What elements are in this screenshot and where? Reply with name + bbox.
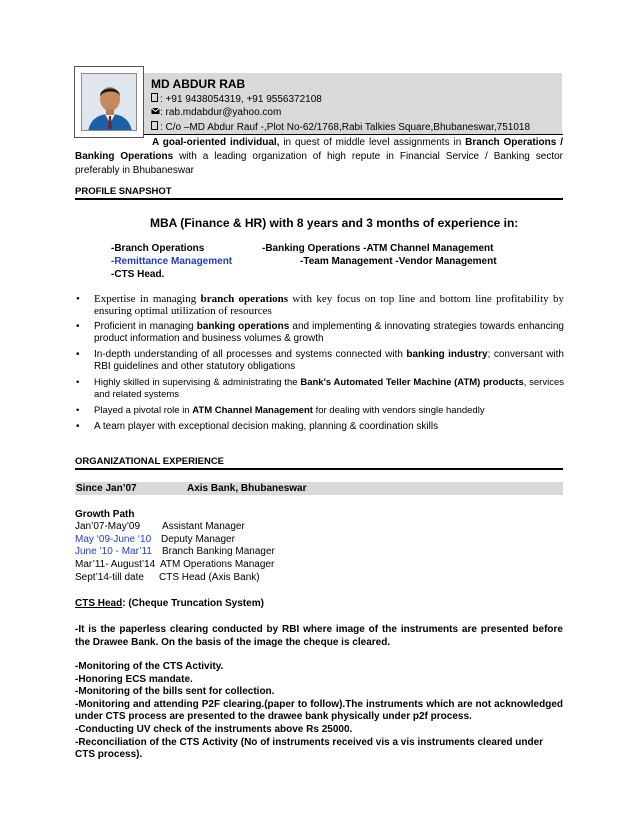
- list-item: -Conducting UV check of the instruments above Rs 25000.: [75, 723, 353, 735]
- cts-heading-underlined: CTS Head: [75, 598, 123, 609]
- cts-description: -It is the paperless clearing conducted by RBI where image of the instruments are presented before the Drawee Bank. On the basis of the image the cheque is cleared.: [75, 624, 563, 648]
- employment-since: Since Jan’07: [76, 483, 137, 494]
- list-item: • Proficient in managing banking operations and implementing & innovating strategies towards enhancing product information and business volumes & growth: [76, 321, 564, 344]
- list-item: • A team player with exceptional decision making, planning & coordination skills: [76, 421, 439, 432]
- growth-period: June ’10 - Mar’11: [75, 546, 152, 557]
- header-divider: [144, 134, 563, 135]
- profile-photo-frame: [74, 66, 144, 138]
- growth-role: ATM Operations Manager: [160, 559, 275, 570]
- phone-text: : +91 9438054319, +91 9556372108: [160, 94, 322, 105]
- growth-period: Jan’07-May’09: [75, 521, 141, 532]
- growth-period: Mar’11- August’14: [75, 559, 156, 570]
- list-item: -Reconciliation of the CTS Activity (No of instruments received vis a vis instruments cleared under CTS process).: [75, 736, 544, 761]
- list-item: • Highly skilled in supervising & administrating the Bank's Automated Teller Machine (ATM) products, services and related systems: [76, 377, 564, 400]
- objective-paragraph: [75, 136, 563, 178]
- phone-line: [151, 93, 322, 105]
- email-text: : rab.mdabdur@yahoo.com: [160, 107, 282, 118]
- employer-band: [75, 482, 563, 495]
- experience-section-title: ORGANIZATIONAL EXPERIENCE: [75, 456, 225, 467]
- profile-section-title: PROFILE SNAPSHOT: [75, 186, 172, 197]
- list-item: • In-depth understanding of all processes and systems connected with banking industry; conversant with RBI guidelines and other statutory obligations: [76, 349, 564, 372]
- skill-cts-head: -CTS Head.: [111, 269, 165, 280]
- objective-text-1: in quest of middle level assignments in: [279, 137, 466, 148]
- skills-row2-rest: -Team Management -Vendor Management: [300, 256, 497, 267]
- list-item: -Monitoring of the bills sent for collection.: [75, 686, 275, 698]
- skills-row1-rest: -Banking Operations -ATM Channel Management: [262, 243, 494, 254]
- address-line: [151, 121, 530, 133]
- growth-role: CTS Head (Axis Bank): [159, 572, 260, 583]
- list-item: -Monitoring and attending P2F clearing.(paper to follow).The instruments which are not acknowledged under CTS process are presented to the drawee bank physically under p2f process.: [75, 698, 563, 723]
- profile-photo: [81, 73, 137, 131]
- list-item: • Expertise in managing branch operations with key focus on top line and bottom line profitability by ensuring optimal utilization of resources: [76, 293, 564, 317]
- email-line: [151, 107, 281, 118]
- objective-focus: Branch Operations / Banking Operations: [75, 137, 563, 162]
- skill-remittance-management: -Remittance Management: [111, 256, 233, 267]
- cts-heading-rest: : (Cheque Truncation System): [122, 598, 264, 609]
- candidate-name: MD ABDUR RAB: [151, 77, 246, 91]
- growth-role: Deputy Manager: [161, 534, 235, 545]
- growth-role: Assistant Manager: [162, 521, 245, 532]
- growth-role: Branch Banking Manager: [162, 546, 275, 557]
- objective-text-2: with a leading organization of high repute in Financial Service / Banking sector preferably in Bhubaneswar: [75, 151, 564, 176]
- list-item: -Honoring ECS mandate.: [75, 673, 193, 685]
- growth-path-title: Growth Path: [75, 509, 135, 520]
- profile-bullet-list: [76, 293, 564, 437]
- skill-branch-operations: -Branch Operations: [111, 243, 205, 254]
- experience-divider: [75, 468, 563, 470]
- growth-period: Sept’14-till date: [75, 572, 144, 583]
- employer-name: Axis Bank, Bhubaneswar: [187, 483, 307, 494]
- cts-duties-list: [75, 661, 563, 762]
- cts-heading: [75, 598, 264, 609]
- list-item: • Played a pivotal role in ATM Channel Management for dealing with vendors single handedly: [76, 405, 485, 416]
- profile-divider: [75, 198, 563, 200]
- growth-period: May ‘09-June ‘10: [75, 534, 152, 545]
- person-photo-icon: [82, 74, 137, 131]
- envelope-icon: [151, 107, 160, 118]
- home-icon: [151, 121, 160, 133]
- list-item: -Monitoring of the CTS Activity.: [75, 661, 224, 672]
- address-text: : C/o –MD Abdur Rauf -,Plot No-62/1768,Rabi Talkies Square,Bhubaneswar,751018: [160, 122, 531, 133]
- profile-headline: MBA (Finance & HR) with 8 years and 3 months of experience in:: [150, 216, 519, 230]
- objective-lead: A goal-oriented individual,: [152, 137, 280, 148]
- phone-icon: [151, 93, 160, 105]
